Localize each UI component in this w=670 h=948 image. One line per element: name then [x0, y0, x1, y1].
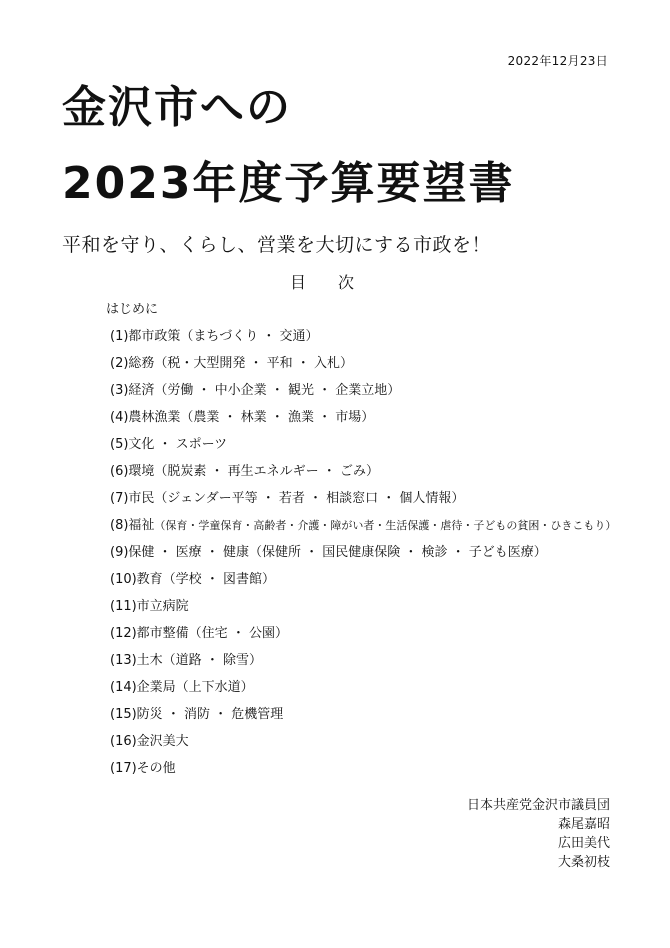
toc-item-4: (4)農林漁業（農業 ・ 林業 ・ 漁業 ・ 市場）	[110, 410, 375, 425]
title-line-2: 2023年度予算要望書	[62, 158, 515, 209]
toc-item-2: (2)総務（税・大型開発 ・ 平和 ・ 入札）	[110, 356, 353, 371]
signer-organization: 日本共産党金沢市議員団	[466, 798, 610, 813]
toc-item-6: (6)環境（脱炭素 ・ 再生エネルギー ・ ごみ）	[110, 464, 379, 479]
toc-item-12: (12)都市整備（住宅 ・ 公園）	[110, 626, 288, 641]
toc-intro: はじめに	[106, 302, 159, 317]
toc-item-1: (1)都市政策（まちづくり ・ 交通）	[110, 329, 319, 344]
signer-name: 森尾嘉昭	[557, 817, 610, 832]
toc-item-15: (15)防災 ・ 消防 ・ 危機管理	[110, 707, 284, 722]
toc-item-3: (3)経済（労働 ・ 中小企業 ・ 観光 ・ 企業立地）	[110, 383, 401, 398]
toc-item-16: (16)金沢美大	[110, 734, 189, 749]
toc-item-9: (9)保健 ・ 医療 ・ 健康（保健所 ・ 国民健康保険 ・ 検診 ・ 子ども医療）	[110, 545, 547, 560]
toc-item-8	[106, 516, 616, 543]
toc-item-13: (13)土木（道路 ・ 除雪）	[110, 653, 262, 668]
subtitle: 平和を守り、くらし、営業を大切にする市政を！	[62, 234, 492, 256]
toc-item-10: (10)教育（学校 ・ 図書館）	[110, 572, 275, 587]
table-of-contents	[106, 300, 616, 786]
signer-name: 広田美代	[557, 836, 610, 851]
toc-item-7: (7)市民（ジェンダー平等 ・ 若者 ・ 相談窓口 ・ 個人情報）	[110, 491, 465, 506]
toc-item-8-label: (8)福祉	[110, 518, 155, 533]
signer-name: 大桑初枝	[557, 855, 610, 870]
toc-item-17: (17)その他	[110, 761, 176, 776]
toc-item-11: (11)市立病院	[110, 599, 189, 614]
document-date: 2022年12月23日	[507, 54, 608, 68]
toc-item-5: (5)文化 ・ スポーツ	[110, 437, 228, 452]
title-line-1: 金沢市への	[62, 82, 292, 133]
toc-item-14: (14)企業局（上下水道）	[110, 680, 254, 695]
toc-item-8-detail: （保育・学童保育・高齢者・介護・障がい者・生活保護・虐待・子どもの貧困・ひきこもり）	[154, 519, 617, 532]
signers-block	[467, 796, 610, 872]
toc-heading: 目 次	[290, 273, 355, 292]
